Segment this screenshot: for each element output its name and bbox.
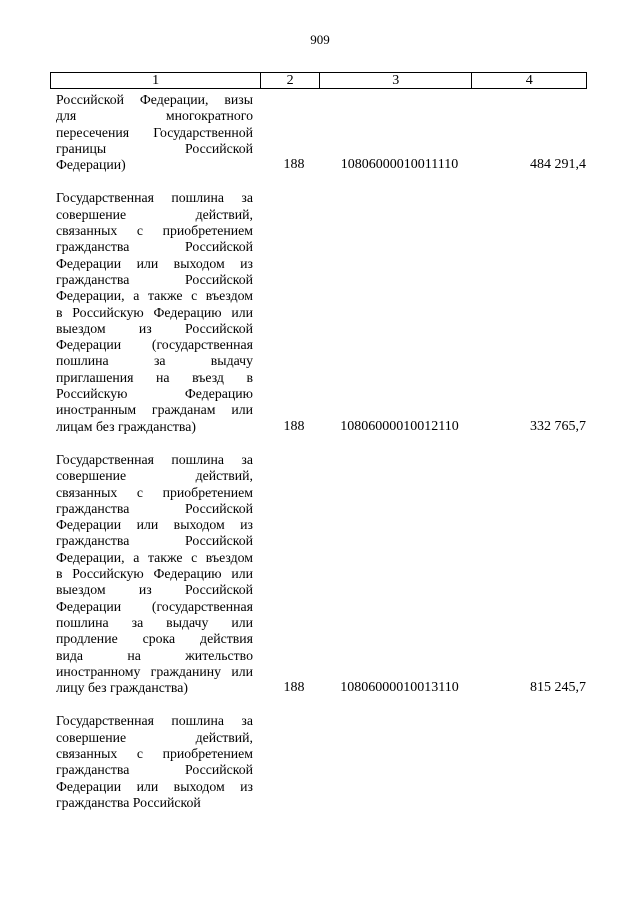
description-line: выездом из Российской <box>56 320 253 336</box>
description-line: границы Российской <box>56 140 253 156</box>
row-description <box>56 92 253 173</box>
description-line: гражданства Российской <box>56 239 253 255</box>
page-number: 909 <box>310 32 330 47</box>
table-body <box>0 92 640 828</box>
row-admin-code: 188 <box>283 157 305 173</box>
description-line: пошлина за выдачу <box>56 353 253 369</box>
description-line: Федерации или выходом из <box>56 517 253 533</box>
row-amount: 484 291,4 <box>530 157 586 173</box>
row-admin-code: 188 <box>283 680 305 696</box>
description-line: пересечения Государственной <box>56 124 253 140</box>
description-line: лицам без гражданства) <box>56 418 196 434</box>
header-col-4: 4 <box>525 73 533 88</box>
row-admin-code: 188 <box>283 418 305 434</box>
row-description <box>56 452 253 696</box>
table-row <box>0 713 640 811</box>
table-row <box>0 190 640 434</box>
description-line: Федерации (государственная <box>56 598 253 614</box>
row-description <box>56 713 253 811</box>
row-kbk-code: 10806000010012110 <box>340 418 459 434</box>
description-line: Федерации, а также с въездом <box>56 549 253 565</box>
description-line: гражданства Российской <box>56 762 253 778</box>
description-line: Федерации, а также с въездом <box>56 288 253 304</box>
description-line: для многократного <box>56 108 253 124</box>
table-header <box>50 72 587 89</box>
header-col-2: 2 <box>261 73 320 88</box>
description-line: Государственная пошлина за <box>56 713 253 729</box>
description-line: в Российскую Федерацию или <box>56 566 253 582</box>
description-line: Государственная пошлина за <box>56 451 253 467</box>
description-line: пошлина за выдачу или <box>56 614 253 630</box>
description-line: выездом из Российской <box>56 582 253 598</box>
description-line: Российскую Федерацию <box>56 386 253 402</box>
table-row <box>0 452 640 696</box>
row-amount: 332 765,7 <box>530 418 586 434</box>
description-line: связанных с приобретением <box>56 223 253 239</box>
table-row <box>0 92 640 173</box>
row-kbk-code: 10806000010013110 <box>340 680 459 696</box>
description-line: гражданства Российской <box>56 533 253 549</box>
description-line: совершение действий, <box>56 468 253 484</box>
description-line: совершение действий, <box>56 729 253 745</box>
description-line: вида на жительство <box>56 647 253 663</box>
description-line: лицу без гражданства) <box>56 680 188 696</box>
description-line: связанных с приобретением <box>56 484 253 500</box>
description-line: гражданства Российской <box>56 271 253 287</box>
description-line: Государственная пошлина за <box>56 190 253 206</box>
description-line: иностранному гражданину или <box>56 663 253 679</box>
description-line: совершение действий, <box>56 206 253 222</box>
description-line: иностранным гражданам или <box>56 402 253 418</box>
description-line: Федерации (государственная <box>56 337 253 353</box>
row-amount: 815 245,7 <box>530 680 586 696</box>
description-line: гражданства Российской <box>56 500 253 516</box>
description-line: Федерации или выходом из <box>56 778 253 794</box>
description-line: гражданства Российской <box>56 794 201 810</box>
description-line: Федерации или выходом из <box>56 255 253 271</box>
description-line: в Российскую Федерацию или <box>56 304 253 320</box>
description-line: приглашения на въезд в <box>56 369 253 385</box>
description-line: продление срока действия <box>56 631 253 647</box>
description-line: Российской Федерации, визы <box>56 92 253 107</box>
description-line: связанных с приобретением <box>56 745 253 761</box>
header-col-1: 1 <box>51 73 261 88</box>
row-kbk-code: 10806000010011110 <box>340 157 459 173</box>
header-col-3: 3 <box>320 73 472 88</box>
description-line: Федерации) <box>56 157 126 173</box>
row-description <box>56 190 253 434</box>
